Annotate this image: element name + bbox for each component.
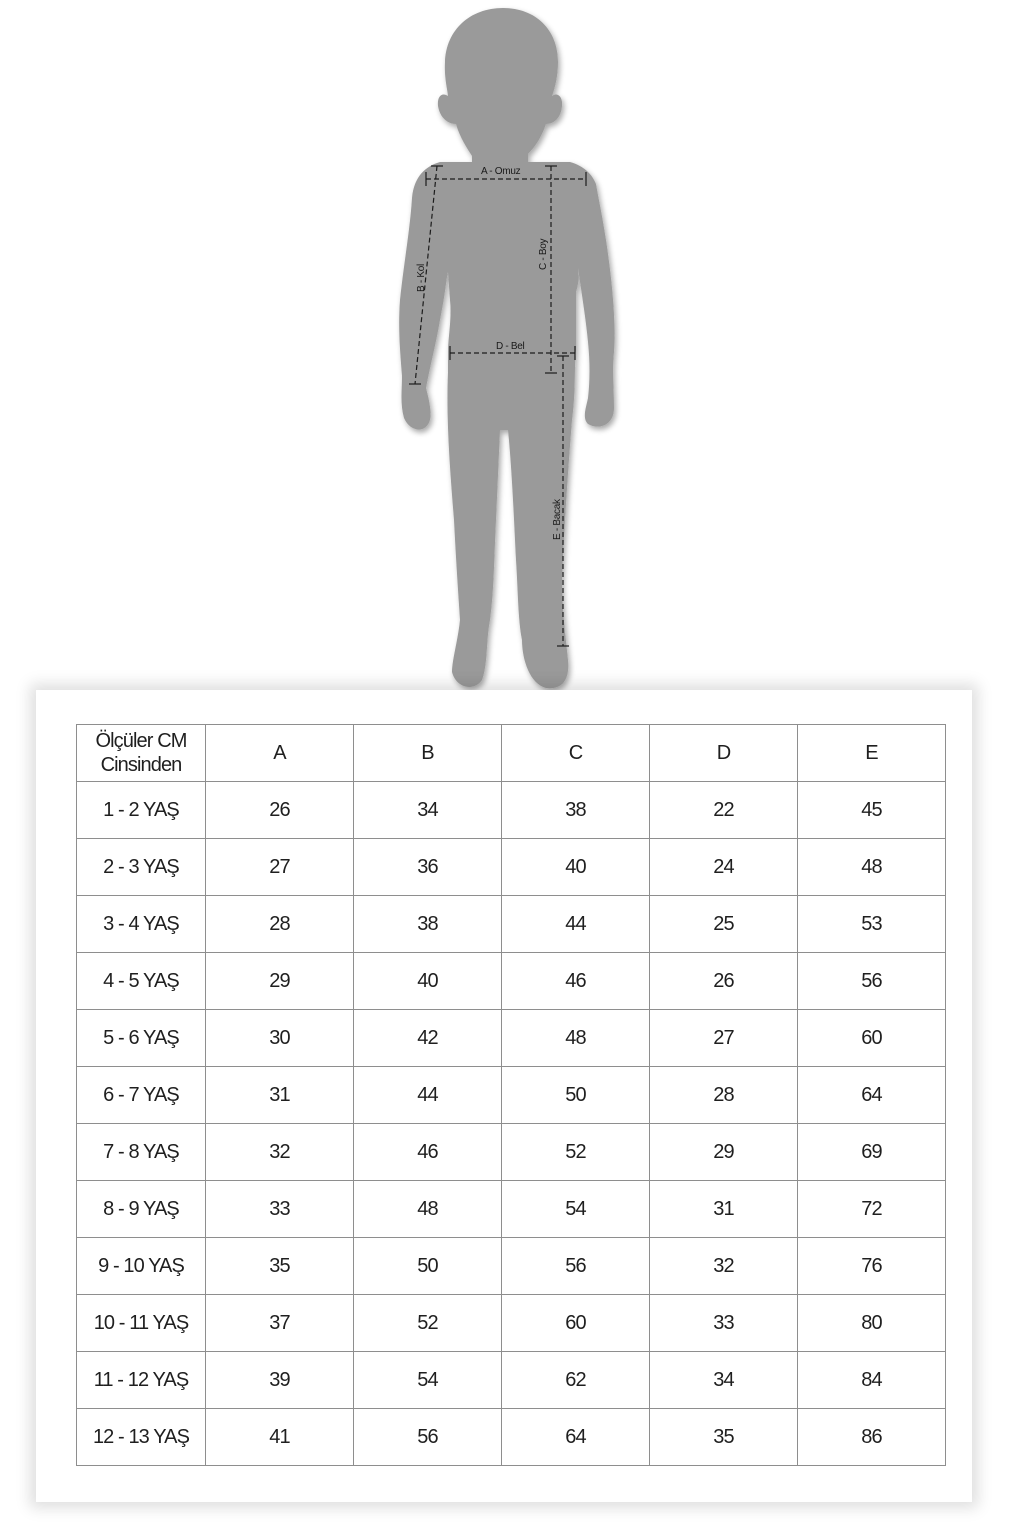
cell-e: 64	[798, 1067, 946, 1124]
cell-b: 36	[354, 839, 502, 896]
cell-b: 34	[354, 782, 502, 839]
cell-d: 35	[650, 1409, 798, 1466]
cell-c: 44	[502, 896, 650, 953]
cell-b: 46	[354, 1124, 502, 1181]
cell-e: 45	[798, 782, 946, 839]
cell-a: 32	[206, 1124, 354, 1181]
table-row	[77, 1238, 946, 1295]
header-col-c: C	[502, 725, 650, 782]
cell-e: 69	[798, 1124, 946, 1181]
row-age-label: 3 - 4 YAŞ	[77, 896, 206, 953]
label-sleeve: B - Kol	[416, 264, 427, 292]
cell-c: 46	[502, 953, 650, 1010]
cell-c: 60	[502, 1295, 650, 1352]
cell-e: 60	[798, 1010, 946, 1067]
table-row	[77, 953, 946, 1010]
row-age-label: 9 - 10 YAŞ	[77, 1238, 206, 1295]
cell-a: 39	[206, 1352, 354, 1409]
cell-a: 37	[206, 1295, 354, 1352]
cell-d: 25	[650, 896, 798, 953]
cell-b: 38	[354, 896, 502, 953]
cell-a: 27	[206, 839, 354, 896]
table-row	[77, 839, 946, 896]
table-row	[77, 1124, 946, 1181]
label-shoulder: A - Omuz	[481, 166, 521, 177]
measurement-figure	[0, 0, 1024, 700]
cell-c: 38	[502, 782, 650, 839]
table-row	[77, 1295, 946, 1352]
table-row	[77, 1409, 946, 1466]
child-silhouette-diagram	[0, 0, 1024, 700]
cell-c: 64	[502, 1409, 650, 1466]
cell-b: 50	[354, 1238, 502, 1295]
table-row	[77, 1067, 946, 1124]
header-col-b: B	[354, 725, 502, 782]
table-row	[77, 896, 946, 953]
silhouette-body	[399, 162, 614, 688]
table-row	[77, 1181, 946, 1238]
silhouette-head	[438, 8, 562, 168]
row-age-label: 12 - 13 YAŞ	[77, 1409, 206, 1466]
row-age-label: 7 - 8 YAŞ	[77, 1124, 206, 1181]
cell-a: 35	[206, 1238, 354, 1295]
table-body	[77, 782, 946, 1466]
cell-a: 30	[206, 1010, 354, 1067]
table-row	[77, 1352, 946, 1409]
header-col-e: E	[798, 725, 946, 782]
cell-e: 80	[798, 1295, 946, 1352]
cell-b: 56	[354, 1409, 502, 1466]
cell-e: 72	[798, 1181, 946, 1238]
row-age-label: 11 - 12 YAŞ	[77, 1352, 206, 1409]
row-age-label: 10 - 11 YAŞ	[77, 1295, 206, 1352]
header-measure-label	[77, 725, 206, 782]
cell-d: 34	[650, 1352, 798, 1409]
cell-b: 42	[354, 1010, 502, 1067]
cell-b: 52	[354, 1295, 502, 1352]
cell-c: 52	[502, 1124, 650, 1181]
table-header-row	[77, 725, 946, 782]
cell-c: 50	[502, 1067, 650, 1124]
cell-a: 26	[206, 782, 354, 839]
header-label-line1: Ölçüler CM	[95, 730, 187, 752]
cell-e: 48	[798, 839, 946, 896]
cell-a: 41	[206, 1409, 354, 1466]
table-row	[77, 1010, 946, 1067]
table-row	[77, 782, 946, 839]
header-col-d: D	[650, 725, 798, 782]
cell-d: 27	[650, 1010, 798, 1067]
cell-d: 24	[650, 839, 798, 896]
size-chart-table	[76, 724, 946, 1466]
row-age-label: 4 - 5 YAŞ	[77, 953, 206, 1010]
cell-e: 76	[798, 1238, 946, 1295]
header-col-a: A	[206, 725, 354, 782]
cell-d: 29	[650, 1124, 798, 1181]
cell-d: 22	[650, 782, 798, 839]
cell-b: 44	[354, 1067, 502, 1124]
cell-a: 31	[206, 1067, 354, 1124]
label-length: C - Boy	[538, 238, 549, 270]
cell-c: 54	[502, 1181, 650, 1238]
cell-d: 33	[650, 1295, 798, 1352]
header-label-line2: Cinsinden	[100, 754, 182, 776]
cell-e: 56	[798, 953, 946, 1010]
cell-c: 62	[502, 1352, 650, 1409]
cell-e: 84	[798, 1352, 946, 1409]
cell-a: 29	[206, 953, 354, 1010]
label-waist: D - Bel	[496, 341, 525, 352]
cell-b: 48	[354, 1181, 502, 1238]
label-leg: E - Bacak	[552, 499, 563, 540]
row-age-label: 1 - 2 YAŞ	[77, 782, 206, 839]
cell-e: 53	[798, 896, 946, 953]
cell-a: 33	[206, 1181, 354, 1238]
cell-a: 28	[206, 896, 354, 953]
cell-c: 48	[502, 1010, 650, 1067]
cell-c: 56	[502, 1238, 650, 1295]
size-chart-card	[36, 690, 972, 1502]
row-age-label: 5 - 6 YAŞ	[77, 1010, 206, 1067]
cell-b: 40	[354, 953, 502, 1010]
cell-d: 26	[650, 953, 798, 1010]
cell-d: 31	[650, 1181, 798, 1238]
cell-d: 28	[650, 1067, 798, 1124]
cell-b: 54	[354, 1352, 502, 1409]
cell-d: 32	[650, 1238, 798, 1295]
cell-e: 86	[798, 1409, 946, 1466]
row-age-label: 2 - 3 YAŞ	[77, 839, 206, 896]
row-age-label: 6 - 7 YAŞ	[77, 1067, 206, 1124]
row-age-label: 8 - 9 YAŞ	[77, 1181, 206, 1238]
cell-c: 40	[502, 839, 650, 896]
